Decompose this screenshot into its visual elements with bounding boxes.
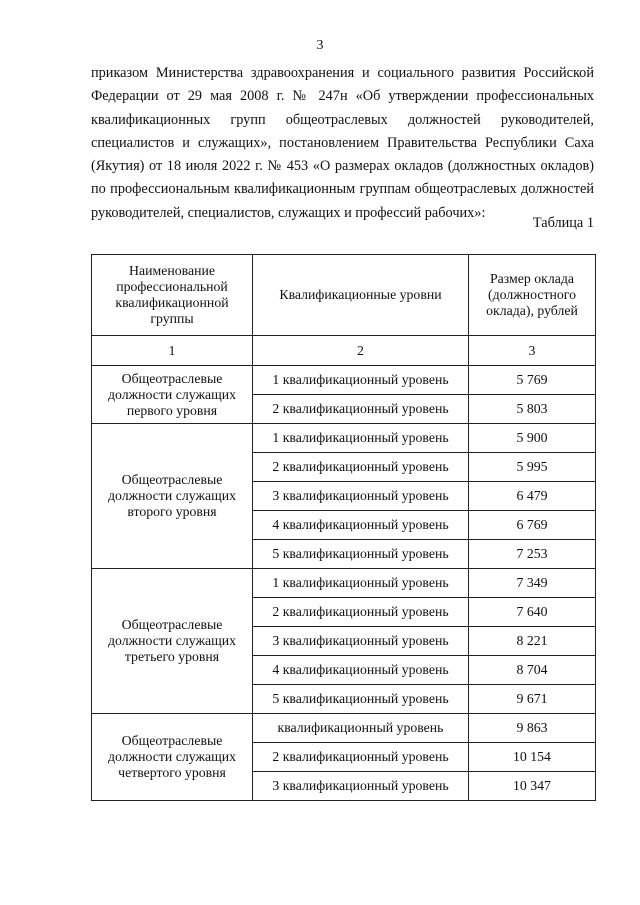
level-cell: квалификационный уровень: [253, 714, 469, 743]
header-levels: Квалификационные уровни: [253, 255, 469, 336]
intro-line: окладов) по профессиональным квалификационным группам общеотраслевых: [91, 158, 595, 198]
column-number: 1: [92, 336, 253, 366]
level-cell: 4 квалификационный уровень: [253, 656, 469, 685]
table-row: [92, 569, 596, 598]
header-salary: Размер оклада (должностного оклада), рублей: [469, 255, 596, 336]
intro-line: приказом Министерства здравоохранения и социального развития Российской: [91, 65, 594, 81]
level-cell: 4 квалификационный уровень: [253, 511, 469, 540]
table-row: [92, 424, 596, 453]
level-cell: 3 квалификационный уровень: [253, 627, 469, 656]
intro-line: Федерации от 29 мая 2008 г. № 247н «Об утверждении профессиональных: [91, 88, 594, 105]
salary-cell: 5 900: [469, 424, 596, 453]
intro-line: (Якутия) от 18 июля 2022 г. № 453 «О размерах окладов (должностных: [91, 158, 536, 175]
salary-cell: 9 671: [469, 685, 596, 714]
level-cell: 3 квалификационный уровень: [253, 772, 469, 801]
salary-cell: 7 253: [469, 540, 596, 569]
level-cell: 1 квалификационный уровень: [253, 569, 469, 598]
salary-cell: 6 479: [469, 482, 596, 511]
column-number: 3: [469, 336, 596, 366]
group-name-cell: Общеотраслевые должности служащих первого уровня: [92, 366, 253, 424]
group-name-cell: Общеотраслевые должности служащих третьего уровня: [92, 569, 253, 714]
intro-line: специалистов и служащих», постановлением Правительства Республики Саха: [91, 134, 594, 151]
salary-table: [91, 254, 596, 801]
level-cell: 2 квалификационный уровень: [253, 743, 469, 772]
intro-line: должностей руководителей, специалистов, служащих и профессий рабочих»:: [91, 181, 594, 221]
salary-cell: 10 347: [469, 772, 596, 801]
header-row: [92, 255, 596, 336]
group-name-cell: Общеотраслевые должности служащих четвертого уровня: [92, 714, 253, 801]
group-name-cell: Общеотраслевые должности служащих второго уровня: [92, 424, 253, 569]
salary-cell: 7 640: [469, 598, 596, 627]
column-number: 2: [253, 336, 469, 366]
header-group-name: Наименование профессиональной квалификационной группы: [92, 255, 253, 336]
column-number-row: [92, 336, 596, 366]
salary-cell: 9 863: [469, 714, 596, 743]
salary-cell: 5 995: [469, 453, 596, 482]
salary-cell: 10 154: [469, 743, 596, 772]
salary-cell: 8 704: [469, 656, 596, 685]
table-row: [92, 366, 596, 395]
page-number: 3: [316, 38, 324, 53]
intro-paragraph: [91, 62, 594, 225]
salary-table-body: [92, 255, 596, 801]
level-cell: 2 квалификационный уровень: [253, 598, 469, 627]
table-row: [92, 714, 596, 743]
level-cell: 5 квалификационный уровень: [253, 540, 469, 569]
salary-cell: 5 769: [469, 366, 596, 395]
salary-cell: 6 769: [469, 511, 596, 540]
level-cell: 3 квалификационный уровень: [253, 482, 469, 511]
table-caption: Таблица 1: [532, 215, 594, 231]
salary-cell: 7 349: [469, 569, 596, 598]
level-cell: 1 квалификационный уровень: [253, 424, 469, 453]
salary-cell: 8 221: [469, 627, 596, 656]
salary-cell: 5 803: [469, 395, 596, 424]
intro-line: квалификационных групп общеотраслевых должностей руководителей,: [91, 111, 594, 128]
level-cell: 2 квалификационный уровень: [253, 395, 469, 424]
level-cell: 5 квалификационный уровень: [253, 685, 469, 714]
level-cell: 2 квалификационный уровень: [253, 453, 469, 482]
level-cell: 1 квалификационный уровень: [253, 366, 469, 395]
